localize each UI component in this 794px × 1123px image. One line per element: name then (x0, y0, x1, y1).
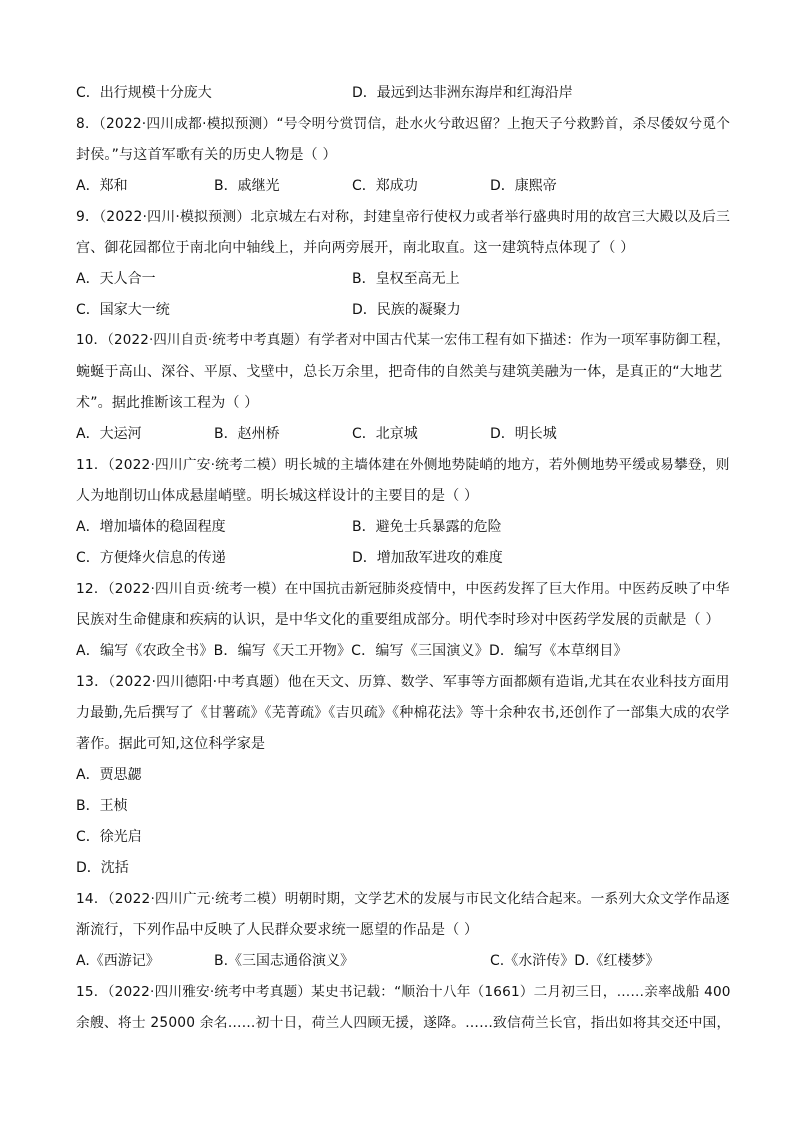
q10-option-d: D．明长城 (490, 426, 557, 442)
q9-stem-line2: 宫、御花园都位于南北向中轴线上，并向两旁展开，南北取直。这一建筑特点体现了（ ） (76, 240, 635, 256)
q15-stem-line1: 15．（2022·四川雅安·统考中考真题）某史书记载：“顺治十八年（1661）二月初三日，……亲率战船 400 (76, 984, 731, 1000)
q8-stem-line1: 8．（2022·四川成都·模拟预测）“号令明兮赏罚信，赴水火兮敢迟留？上抱天子兮救黔首，杀尽倭奴兮觅个 (76, 116, 731, 132)
q8-stem-line2: 封侯。”与这首军歌有关的历史人物是（ ） (76, 147, 337, 163)
q11-option-c: C．方便烽火信息的传递 (76, 550, 226, 566)
q8-option-d: D．康熙帝 (490, 178, 557, 194)
q12-stem-line1: 12．（2022·四川自贡·统考一模）在中国抗击新冠肺炎疫情中，中医药发挥了巨大作用。中医药反映了中华 (76, 581, 730, 597)
q13-stem-line3: 著作。据此可知,这位科学家是 (76, 736, 266, 752)
q9-option-d: D．民族的凝聚力 (352, 302, 461, 318)
q10-option-b: B．赵州桥 (214, 426, 280, 442)
q15-stem-line2: 余艘、将士 25000 余名……初十日，荷兰人四顾无援，遂降。……致信荷兰长官，指出如将其交还中国， (76, 1015, 731, 1031)
q8-option-a: A．郑和 (76, 178, 128, 194)
q11-stem-line2: 人为地削切山体成悬崖峭壁。明长城这样设计的主要目的是（ ） (76, 488, 479, 504)
q12-options: A．编写《农政全书》B．编写《天工开物》C．编写《三国演义》D．编写《本草纲目》 (76, 643, 628, 659)
q14-stem-line2: 渐流行，下列作品中反映了人民群众要求统一愿望的作品是（ ） (76, 922, 479, 938)
q7-option-d: D．最远到达非洲东海岸和红海沿岸 (352, 85, 573, 101)
q13-stem-line1: 13．（2022·四川德阳·中考真题）他在天文、历算、数学、军事等方面都颇有造诣,尤其在农业科技方面用 (76, 674, 730, 690)
q9-option-b: B．皇权至高无上 (352, 271, 460, 287)
q10-option-a: A．大运河 (76, 426, 142, 442)
q10-stem-line1: 10．（2022·四川自贡·统考中考真题）有学者对中国古代某一宏伟工程有如下描述：作为一项军事防御工程， (76, 333, 731, 348)
q11-stem-line1: 11．（2022·四川广安·统考二模）明长城的主墙体建在外侧地势陡峭的地方，若外侧地势平缓或易攀登，则 (76, 457, 730, 473)
q13-stem-line2: 力最勤,先后撰写了《甘薯疏》《芜菁疏》《吉贝疏》《种棉花法》等十余种农书,还创作了一部集大成的农学 (76, 705, 730, 721)
q13-option-c: C．徐光启 (76, 829, 142, 845)
q9-option-a: A．天人合一 (76, 271, 156, 287)
q11-option-b: B．避免士兵暴露的危险 (352, 519, 502, 535)
q14-option-cd: C.《水浒传》D.《红楼梦》 (490, 953, 660, 969)
q10-stem-line2: 蜿蜒于高山、深谷、平原、戈壁中，总长万余里，把奇伟的自然美与建筑美融为一体，是真正的“大地艺 (76, 364, 723, 380)
q7-option-c: C．出行规模十分庞大 (76, 85, 212, 101)
q11-option-a: A．增加墙体的稳固程度 (76, 519, 226, 535)
q13-option-b: B．王桢 (76, 798, 128, 814)
q14-stem-line1: 14．（2022·四川广元·统考二模）明朝时期，文学艺术的发展与市民文化结合起来。一系列大众文学作品逐 (76, 891, 730, 907)
q10-option-c: C．北京城 (352, 426, 418, 442)
q14-option-a: A.《西游记》 (76, 953, 160, 969)
q13-option-d: D．沈括 (76, 860, 129, 876)
q10-stem-line3: 术”。据此推断该工程为（ ） (76, 395, 259, 411)
q9-stem-line1: 9．（2022·四川·模拟预测）北京城左右对称，封建皇帝行使权力或者举行盛典时用的故宫三大殿以及后三 (76, 209, 731, 225)
q13-option-a: A．贾思勰 (76, 767, 142, 783)
q11-option-d: D．增加敌军进攻的难度 (352, 550, 503, 566)
q8-option-b: B．戚继光 (214, 178, 280, 194)
q14-option-b: B.《三国志通俗演义》 (214, 953, 355, 969)
q8-option-c: C．郑成功 (352, 178, 418, 194)
q9-option-c: C．国家大一统 (76, 302, 170, 318)
q12-stem-line2: 民族对生命健康和疾病的认识，是中华文化的重要组成部分。明代李时珍对中医药学发展的贡献是（ ） (76, 612, 720, 628)
